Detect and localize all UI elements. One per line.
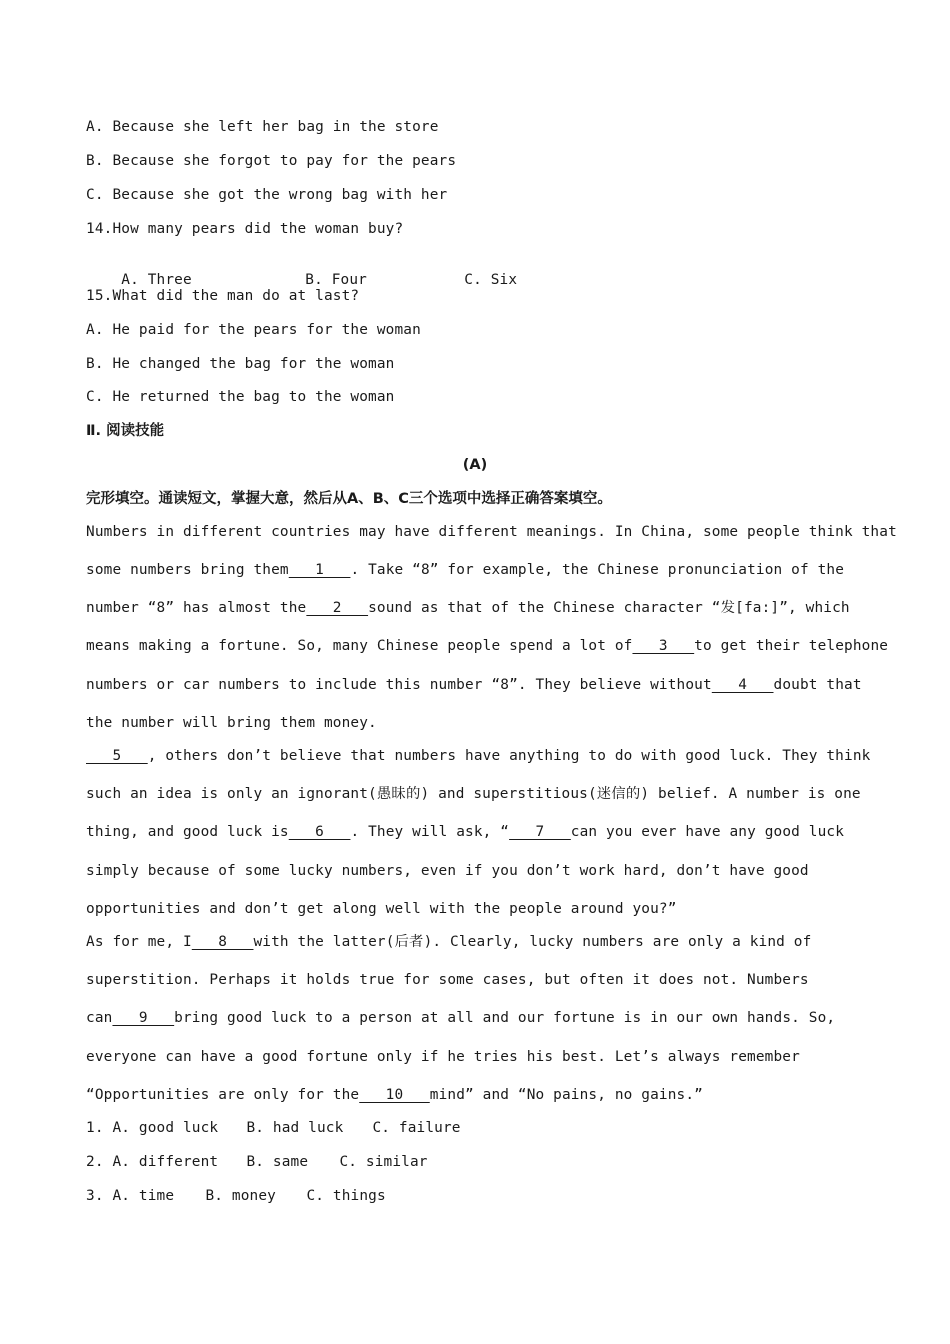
answer-number: 2. <box>86 1154 104 1170</box>
blank-1: 1 <box>288 562 351 578</box>
answer-option-a: A. different <box>112 1154 219 1170</box>
passage-line <box>86 823 844 841</box>
q15-option-a: A. He paid for the pears for the woman <box>86 322 421 338</box>
answer-option-b: B. money <box>205 1188 276 1204</box>
answer-number: 1. <box>86 1120 104 1136</box>
blank-8: 8 <box>191 934 254 950</box>
answer-row <box>86 1119 461 1137</box>
passage-line <box>86 561 844 579</box>
answer-option-c: C. similar <box>339 1154 428 1170</box>
passage-line: the number will bring them money. <box>86 715 377 731</box>
blank-6: 6 <box>288 824 351 840</box>
answer-option-c: C. failure <box>372 1120 461 1136</box>
q15-question: 15.What did the man do at last? <box>86 288 360 304</box>
passage-text: thing, and good luck is <box>86 824 289 840</box>
q15-option-c: C. He returned the bag to the woman <box>86 389 395 405</box>
passage-line <box>86 747 870 765</box>
q15-option-b: B. He changed the bag for the woman <box>86 356 395 372</box>
answer-row <box>86 1187 386 1205</box>
passage-text: bring good luck to a person at all and our fortune is in our own hands. So, <box>174 1010 836 1026</box>
blank-7: 7 <box>509 824 571 840</box>
passage-line <box>86 933 811 951</box>
passage-text: means making a fortune. So, many Chinese people spend a lot of <box>86 638 633 654</box>
passage-line <box>86 1086 703 1104</box>
answer-row <box>86 1153 428 1171</box>
blank-10: 10 <box>359 1087 430 1103</box>
passage-text: to get their telephone <box>694 638 889 654</box>
q14-option-c: C. Six <box>464 272 518 288</box>
passage-text: some numbers bring them <box>86 562 289 578</box>
passage-line: opportunities and don’t get along well with the people around you?” <box>86 901 677 917</box>
passage-line: such an idea is only an ignorant(愚昧的) and superstitious(迷信的) belief. A number is one <box>86 786 861 802</box>
passage-line: superstition. Perhaps it holds true for some cases, but often it does not. Numbers <box>86 972 809 988</box>
answer-option-a: A. good luck <box>112 1120 219 1136</box>
passage-text: can <box>86 1010 113 1026</box>
blank-9: 9 <box>112 1010 175 1026</box>
q13-option-a: A. Because she left her bag in the store <box>86 119 439 135</box>
passage-text: “Opportunities are only for the <box>86 1087 360 1103</box>
passage-text: with the latter(后者). Clearly, lucky numbers are only a kind of <box>253 934 812 950</box>
blank-2: 2 <box>306 600 369 616</box>
passage-text: doubt that <box>773 677 862 693</box>
passage-text: sound as that of the Chinese character “发[fa:]”, which <box>368 600 850 616</box>
passage-line: simply because of some lucky numbers, even if you don’t work hard, don’t have good <box>86 863 809 879</box>
passage-line <box>86 637 888 655</box>
section-title: Ⅱ. 阅读技能 <box>86 423 165 439</box>
passage-text: mind” and “No pains, no gains.” <box>429 1087 703 1103</box>
blank-5: 5 <box>86 748 148 764</box>
blank-4: 4 <box>711 677 774 693</box>
answer-option-a: A. time <box>112 1188 175 1204</box>
q14-question: 14.How many pears did the woman buy? <box>86 221 404 237</box>
passage-line: Numbers in different countries may have different meanings. In China, some people think that <box>86 524 897 540</box>
q14-option-b: B. Four <box>305 272 367 288</box>
passage-text: , others don’t believe that numbers have anything to do with good luck. They think <box>147 748 871 764</box>
answer-option-b: B. same <box>246 1154 309 1170</box>
passage-text: numbers or car numbers to include this number “8”. They believe without <box>86 677 712 693</box>
passage-line <box>86 676 862 694</box>
passage-text: . Take “8” for example, the Chinese pronunciation of the <box>350 562 845 578</box>
part-label: (A) <box>462 457 488 473</box>
q14-option-a: A. Three <box>121 272 192 288</box>
blank-3: 3 <box>632 638 695 654</box>
passage-text: . They will ask, “ <box>350 824 510 840</box>
answer-number: 3. <box>86 1188 104 1204</box>
answer-option-c: C. things <box>306 1188 386 1204</box>
q13-option-c: C. Because she got the wrong bag with her <box>86 187 448 203</box>
answer-option-b: B. had luck <box>246 1120 344 1136</box>
passage-line <box>86 599 850 617</box>
passage-text: can you ever have any good luck <box>570 824 845 840</box>
passage-line <box>86 1009 835 1027</box>
passage-text: As for me, I <box>86 934 192 950</box>
passage-text: number “8” has almost the <box>86 600 307 616</box>
passage-line: everyone can have a good fortune only if he tries his best. Let’s always remember <box>86 1049 800 1065</box>
section-instruction: 完形填空。通读短文，掌握大意，然后从A、B、C三个选项中选择正确答案填空。 <box>86 491 612 507</box>
q13-option-b: B. Because she forgot to pay for the pears <box>86 153 457 169</box>
